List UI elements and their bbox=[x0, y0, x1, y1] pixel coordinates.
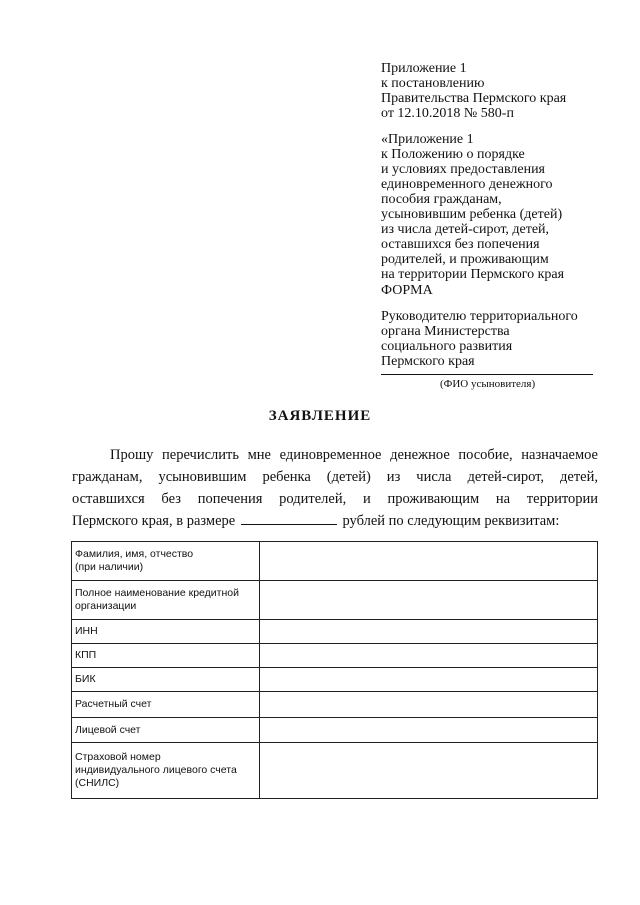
addressee-line: Руководителю территориального bbox=[381, 309, 578, 324]
addressee-line: социального развития bbox=[381, 339, 513, 354]
row-label-line: (СНИЛС) bbox=[75, 777, 120, 789]
row-label-line: Фамилия, имя, отчество bbox=[75, 548, 194, 560]
request-line: Прошу перечислить мне единовременное денежное пособие, назначаемое bbox=[110, 447, 598, 463]
row-label bbox=[72, 581, 260, 620]
row-value-cell[interactable] bbox=[260, 743, 598, 799]
requisites-table bbox=[71, 541, 598, 799]
row-label-line: Страховой номер bbox=[75, 751, 161, 763]
row-label-line: БИК bbox=[75, 673, 96, 685]
addressee bbox=[381, 309, 621, 369]
row-value-cell[interactable] bbox=[260, 718, 598, 743]
amount-blank-field[interactable] bbox=[241, 510, 337, 525]
row-value-cell[interactable] bbox=[260, 620, 598, 644]
annex-header-line: Приложение 1 bbox=[381, 61, 467, 76]
row-value-cell[interactable] bbox=[260, 692, 598, 718]
document-title: ЗАЯВЛЕНИЕ bbox=[268, 408, 372, 424]
addressee-line: Пермского края bbox=[381, 354, 475, 369]
row-label-line: Лицевой счет bbox=[75, 723, 141, 736]
table-row bbox=[72, 644, 598, 668]
regulation-annex-line: на территории Пермского края bbox=[381, 267, 565, 282]
annex-header-line: к постановлению bbox=[381, 76, 485, 91]
row-label-line: Полное наименование кредитной bbox=[75, 587, 239, 599]
annex-header bbox=[381, 61, 621, 121]
regulation-annex-line: усыновившим ребенка (детей) bbox=[381, 207, 563, 222]
regulation-annex bbox=[381, 132, 621, 282]
regulation-annex-line: оставшихся без попечения bbox=[381, 237, 540, 252]
request-line: оставшихся без попечения родителей, и проживающим на территории bbox=[72, 491, 598, 507]
row-label bbox=[72, 620, 260, 644]
regulation-annex-line: к Положению о порядке bbox=[381, 147, 525, 162]
applicant-name-field[interactable] bbox=[381, 374, 593, 375]
regulation-annex-line: родителей, и проживающим bbox=[381, 252, 549, 267]
regulation-annex-line: из числа детей-сирот, детей, bbox=[381, 222, 550, 237]
addressee-line: органа Министерства bbox=[381, 324, 510, 339]
regulation-annex-line: единовременного денежного bbox=[381, 177, 553, 192]
table-row bbox=[72, 542, 598, 581]
row-label bbox=[72, 644, 260, 668]
row-label-line: индивидуального лицевого счета bbox=[75, 764, 237, 776]
row-label-line: (при наличии) bbox=[75, 561, 144, 573]
request-paragraph bbox=[72, 444, 598, 532]
request-line: гражданам, усыновившим ребенка (детей) из числа детей-сирот, детей, bbox=[72, 469, 598, 485]
row-value-cell[interactable] bbox=[260, 668, 598, 692]
regulation-annex-line: и условиях предоставления bbox=[381, 162, 545, 177]
row-value-cell[interactable] bbox=[260, 542, 598, 581]
regulation-annex-line: пособия гражданам, bbox=[381, 192, 502, 207]
table-row bbox=[72, 581, 598, 620]
table-row bbox=[72, 620, 598, 644]
applicant-caption: (ФИО усыновителя) bbox=[440, 378, 536, 390]
row-label-line: организации bbox=[75, 600, 137, 612]
row-label bbox=[72, 743, 260, 799]
form-label: ФОРМА bbox=[381, 283, 433, 298]
row-label bbox=[72, 692, 260, 718]
annex-header-line: от 12.10.2018 № 580-п bbox=[381, 106, 514, 121]
regulation-annex-line: «Приложение 1 bbox=[381, 132, 474, 147]
table-row bbox=[72, 668, 598, 692]
row-label bbox=[72, 718, 260, 743]
row-value-cell[interactable] bbox=[260, 644, 598, 668]
table-row bbox=[72, 743, 598, 799]
row-label bbox=[72, 668, 260, 692]
annex-header-line: Правительства Пермского края bbox=[381, 91, 567, 106]
request-line-amount bbox=[72, 510, 598, 532]
request-amount-suffix: рублей по следующим реквизитам: bbox=[342, 513, 560, 529]
row-label-line: Расчетный счет bbox=[75, 698, 152, 710]
table-row bbox=[72, 718, 598, 743]
table-row bbox=[72, 692, 598, 718]
row-label-line: КПП bbox=[75, 649, 97, 661]
row-label-line: ИНН bbox=[75, 625, 98, 637]
row-value-cell[interactable] bbox=[260, 581, 598, 620]
request-amount-prefix: Пермского края, в размере bbox=[72, 513, 236, 529]
row-label bbox=[72, 542, 260, 581]
